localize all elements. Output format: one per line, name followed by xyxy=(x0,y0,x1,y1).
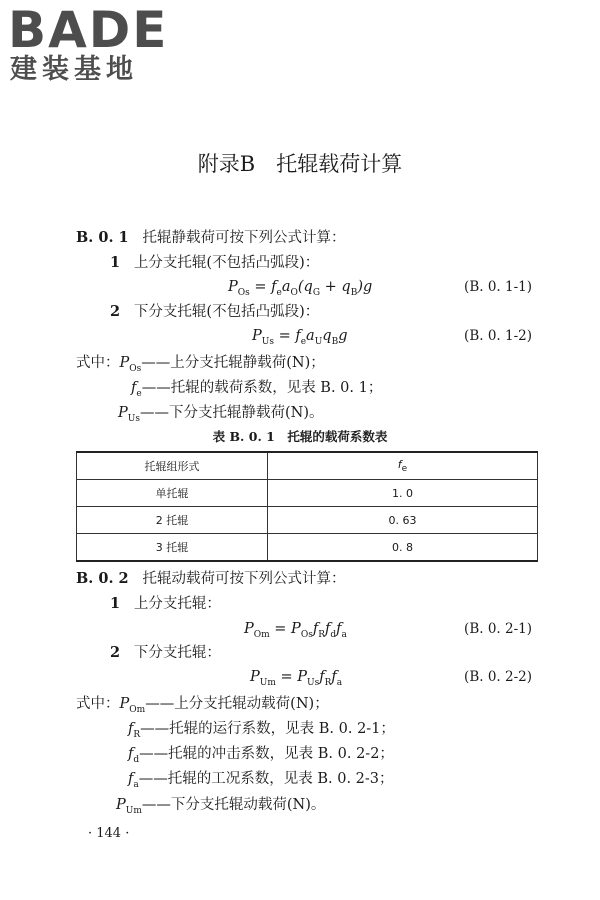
table-cell: 0. 8 xyxy=(268,534,538,562)
item-b02-1 xyxy=(110,594,221,614)
equation-label: (B. 0. 2-2) xyxy=(464,669,532,685)
definition-text: ——托辊的运行系数，见表 B. 0. 2-1； xyxy=(140,721,395,737)
definition-text: ——托辊的载荷系数，见表 B. 0. 1； xyxy=(141,380,383,396)
definition-text: ——托辊的工况系数，见表 B. 0. 2-3； xyxy=(138,771,394,787)
definition-text: ——下分支托辊动载荷(N)。 xyxy=(141,797,326,813)
equation-b01-2: $P_{Us} = f_ea_Uq_Bg$ xyxy=(252,328,348,347)
table-header: 托辊组形式 xyxy=(77,452,268,480)
logo-wordmark: BADE xyxy=(8,1,169,59)
page-title: 附录B 托辊载荷计算 xyxy=(197,152,403,176)
equation-b01-1: $P_{Os} = f_ea_O(q_G + q_B)g$ xyxy=(228,279,373,298)
where-prefix: 式中： xyxy=(76,355,120,371)
logo-subtitle: 建装基地 xyxy=(10,54,138,85)
definition-line: $P_{Um}——$下分支托辊动载荷(N)。 xyxy=(116,797,326,816)
table-header-row xyxy=(77,452,538,480)
definition-text: ——下分支托辊静载荷(N)。 xyxy=(139,405,324,421)
table-row xyxy=(77,534,538,562)
definition-line: $f_R——$托辊的运行系数，见表 B. 0. 2-1； xyxy=(128,721,395,740)
table-caption: 表 B. 0. 1 托辊的载荷系数表 xyxy=(212,429,388,444)
definition-text: ——上分支托辊动载荷(N)； xyxy=(145,696,329,712)
table-cell: 3 托辊 xyxy=(77,534,268,562)
definition-line: 式中：$P_{Om}——$上分支托辊动载荷(N)； xyxy=(76,696,329,715)
item-text: 上分支托辊： xyxy=(133,596,221,612)
item-b01-1 xyxy=(110,253,319,273)
equation-label: (B. 0. 1-2) xyxy=(464,328,532,344)
clause-text: 托辊静载荷可按下列公式计算： xyxy=(142,230,346,246)
definition-text: ——托辊的冲击系数，见表 B. 0. 2-2； xyxy=(139,746,394,762)
equation-label: (B. 0. 2-1) xyxy=(464,621,532,637)
item-text: 下分支托辊(不包括凸弧段)： xyxy=(133,304,320,320)
clause-b01 xyxy=(76,228,345,248)
item-number: 2 xyxy=(110,644,121,661)
table-row xyxy=(77,507,538,534)
clause-number: B. 0. 1 xyxy=(76,229,129,246)
table-cell: 1. 0 xyxy=(268,480,538,507)
clause-b02 xyxy=(76,569,345,589)
definition-line: $f_e——$托辊的载荷系数，见表 B. 0. 1； xyxy=(131,380,383,399)
item-text: 下分支托辊： xyxy=(133,645,221,661)
item-b02-2 xyxy=(110,643,221,663)
table-cell: 单托辊 xyxy=(77,480,268,507)
definition-line: $f_d——$托辊的冲击系数，见表 B. 0. 2-2； xyxy=(128,746,394,765)
table-cell: 2 托辊 xyxy=(77,507,268,534)
clause-text: 托辊动载荷可按下列公式计算： xyxy=(142,571,346,587)
page-number: · 144 · xyxy=(88,826,130,841)
table-cell: 0. 63 xyxy=(268,507,538,534)
item-b01-2 xyxy=(110,302,319,322)
definition-line: $P_{Us}——$下分支托辊静载荷(N)。 xyxy=(118,405,324,424)
item-number: 2 xyxy=(110,303,121,320)
definition-line: $f_a——$托辊的工况系数，见表 B. 0. 2-3； xyxy=(128,771,394,790)
equation-b02-1: $P_{Om} = P_{Os}f_Rf_df_a$ xyxy=(244,621,347,640)
definition-line: 式中：$P_{Os}——$上分支托辊静载荷(N)； xyxy=(76,355,325,374)
load-coefficient-table xyxy=(76,451,538,562)
table-header-fe: $f_e$ xyxy=(268,452,538,480)
item-number: 1 xyxy=(110,254,121,271)
equation-label: (B. 0. 1-1) xyxy=(464,279,532,295)
clause-number: B. 0. 2 xyxy=(76,570,129,587)
table-row xyxy=(77,480,538,507)
equation-b02-2: $P_{Um} = P_{Us}f_Rf_a$ xyxy=(250,669,343,688)
item-number: 1 xyxy=(110,595,121,612)
where-prefix: 式中： xyxy=(76,696,120,712)
definition-text: ——上分支托辊静载荷(N)； xyxy=(141,355,325,371)
item-text: 上分支托辊(不包括凸弧段)： xyxy=(133,255,320,271)
